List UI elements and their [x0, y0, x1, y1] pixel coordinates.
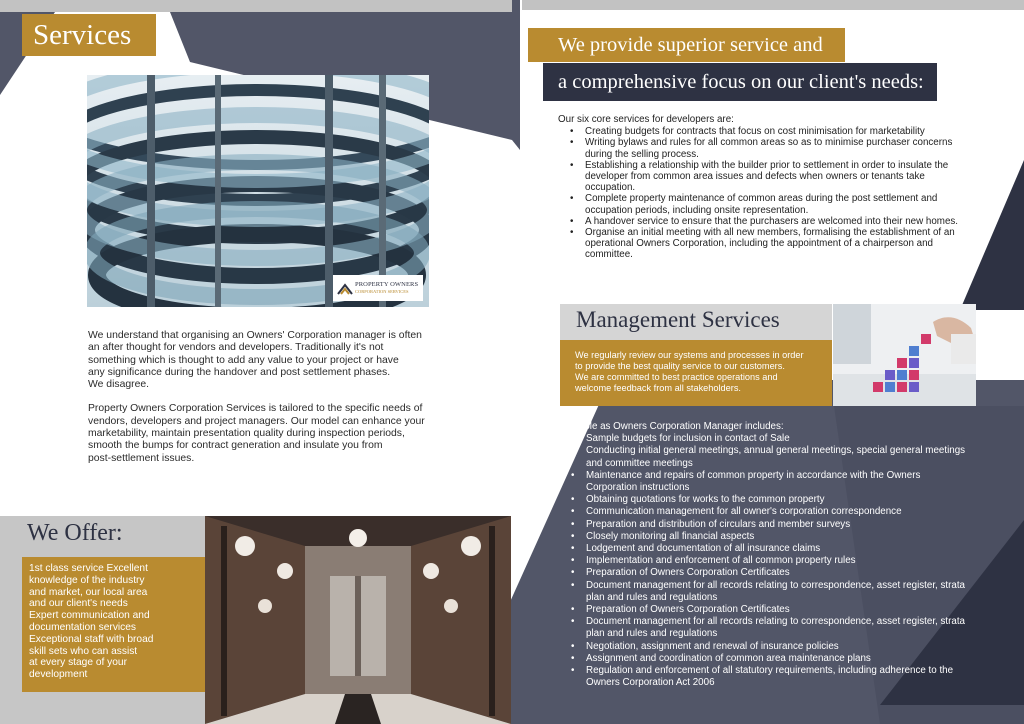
manager-role-list [562, 433, 972, 689]
manager-role [562, 421, 972, 689]
company-logo [333, 275, 423, 301]
list-item: • Lodgement and documentation of all insurance claims [562, 543, 972, 555]
list-item: • Maintenance and repairs of common property in accordance with the Owners Corporation instructions [562, 470, 972, 494]
list-item: • Assignment and coordination of common area maintenance plans [562, 653, 972, 665]
list-item: • Conducting initial general meetings, annual general meetings, special general meetings and committee meetings [562, 445, 972, 469]
list-item: • Obtaining quotations for works to the common property [562, 494, 972, 506]
list-item: • Writing bylaws and rules for all common areas so as to minimise purchaser concerns during the selling process. [558, 137, 968, 159]
heading-line-2: a comprehensive focus on our client's needs: [543, 63, 937, 101]
list-item: • Creating budgets for contracts that focus on cost minimisation for marketability [558, 126, 968, 137]
list-item: • Complete property maintenance of common areas during the post settlement and occupation periods, including onsite representation. [558, 193, 968, 215]
list-item: • Organise an initial meeting with all new members, formalising the establishment of an operational Owners Corporation, including the appointment of a chairperson and committee. [558, 227, 968, 261]
management-title: Management Services [576, 307, 780, 332]
core-services-lead: Our six core services for developers are: [558, 114, 734, 125]
services-title: Services [22, 14, 156, 56]
list-item: • Implementation and enforcement of all common property rules [562, 555, 972, 567]
intro-paragraph-2: Property Owners Corporation Services is tailored to the specific needs of vendors, developers and project managers. Our model can enhance your marketability, maintain presentation quality during inspection periods, smooth the bumps for contract generation and insulate you from post-settlement issues. [88, 403, 425, 464]
list-item: • Document management for all records relating to correspondence, asset register, strata plan and rules and regulations [562, 616, 972, 640]
list-item: • Preparation of Owners Corporation Certificates [562, 567, 972, 579]
list-item: • Negotiation, assignment and renewal of insurance policies [562, 641, 972, 653]
list-item: • A handover service to ensure that the purchasers are welcomed into their new homes. [558, 216, 968, 227]
list-item: • Closely monitoring all financial aspects [562, 531, 972, 543]
core-services [558, 114, 968, 261]
list-item: • Communication management for all owner's corporation correspondence [562, 506, 972, 518]
list-item: • Sample budgets for inclusion in contact of Sale [562, 433, 972, 445]
list-item: • Establishing a relationship with the builder prior to settlement in order to insulate the developer from common area issues and defects when owners or tenants take occupation. [558, 160, 968, 194]
list-item: • Document management for all records relating to correspondence, asset register, strata plan and rules and regulations [562, 580, 972, 604]
building-blocks-photo [833, 304, 976, 406]
intro-paragraph-1: We understand that organising an Owners' Corporation manager is often an after thought for vendors and developers. Traditionally it's not something which is thought to add any value to your project or have any significance during the handover and post settlement phases. We disagree. [88, 330, 422, 391]
list-item: • Preparation of Owners Corporation Certificates [562, 604, 972, 616]
offer-text: 1st class service Excellent knowledge of the industry and market, our local area and our client's needs Expert communication and documentation services Exceptional staff with broad skill sets who can assist at every stage of your development [22, 557, 205, 692]
logo-sub-text: CORPORATION SERVICES [355, 288, 409, 294]
core-services-list [558, 126, 968, 260]
list-item: • Regulation and enforcement of all statutory requirements, including adherence to the Owners Corporation Act 2006 [562, 665, 972, 689]
management-text: We regularly review our systems and processes in order to provide the best quality service to our customers. We are committed to best practice operations and welcome feedback from all stakeholders. [560, 340, 832, 406]
manager-role-lead: Our role as Owners Corporation Manager includes: [562, 421, 784, 432]
list-item: • Preparation and distribution of circulars and member surveys [562, 519, 972, 531]
spiral-staircase-photo [87, 75, 429, 307]
lobby-hallway-photo [205, 516, 511, 724]
offer-title: We Offer: [27, 520, 123, 546]
heading-line-1: We provide superior service and [528, 28, 845, 62]
house-roof-icon [337, 281, 353, 295]
intro-text [88, 330, 430, 477]
logo-main-text: PROPERTY OWNERS [355, 281, 419, 288]
